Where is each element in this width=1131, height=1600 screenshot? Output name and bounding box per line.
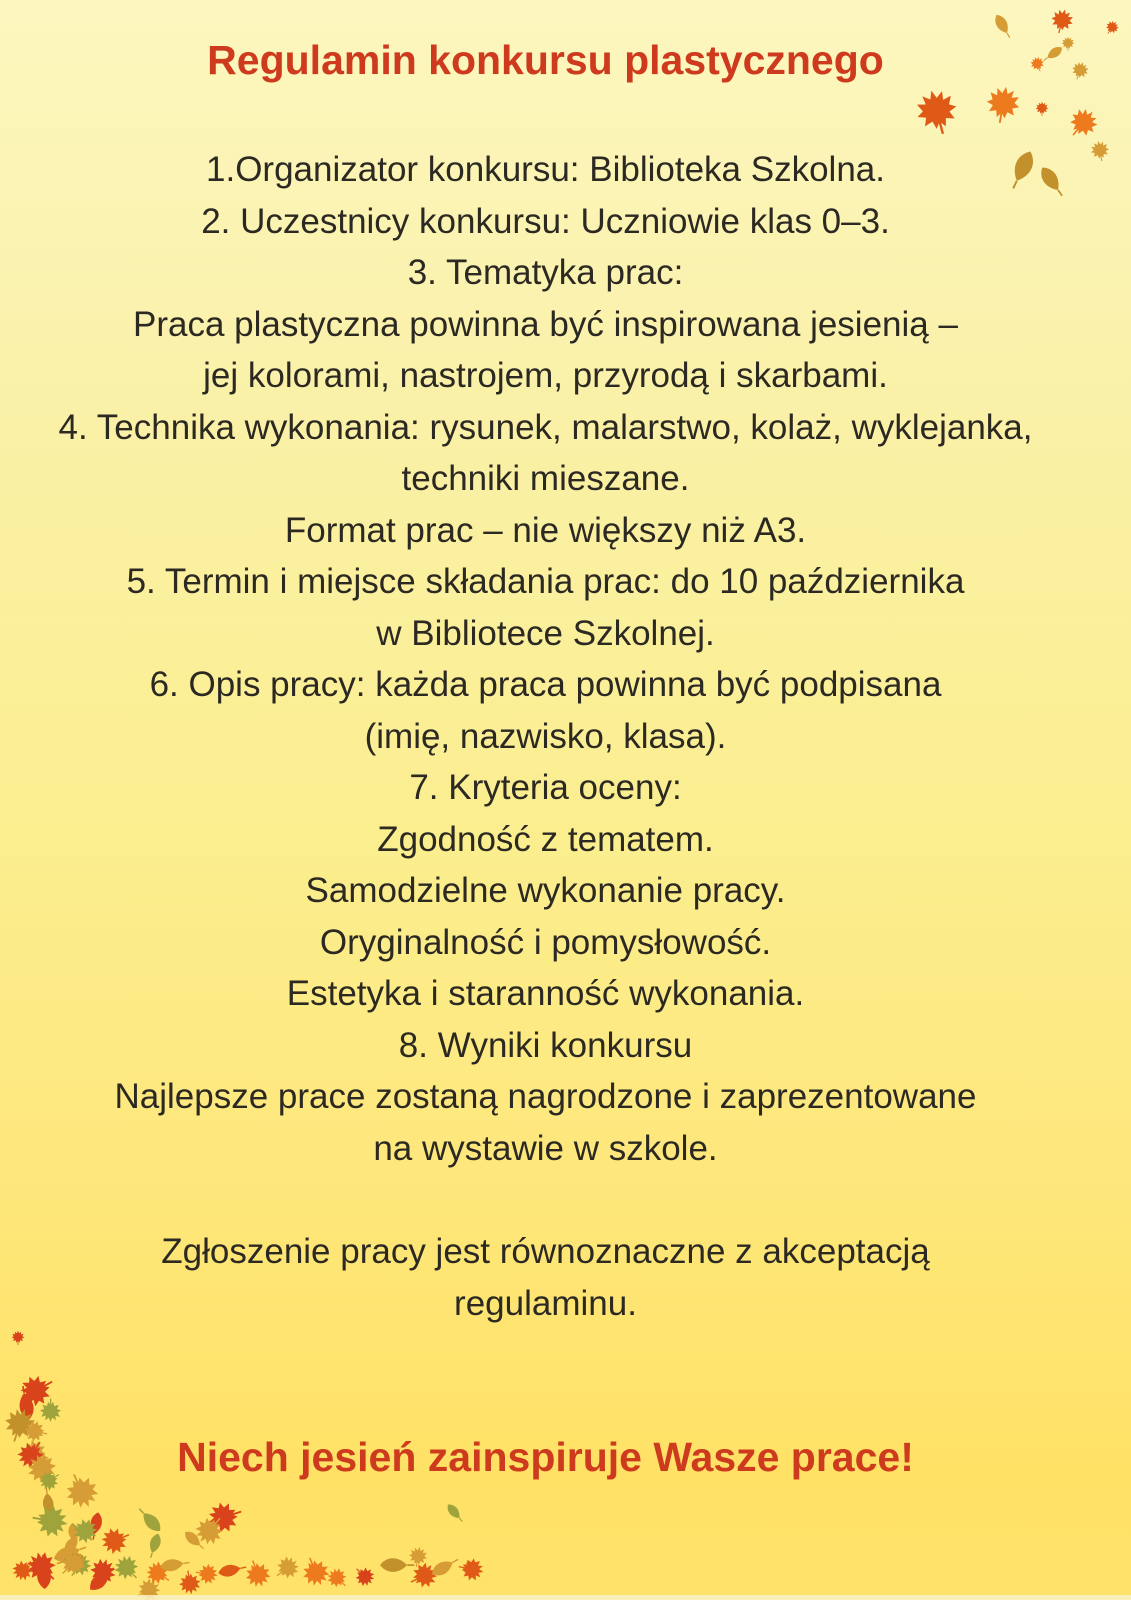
autumn-leaf-icon: [296, 1552, 335, 1592]
autumn-leaf-icon: [28, 1501, 71, 1542]
autumn-leaf-icon: [462, 1560, 478, 1577]
rule-line: jej kolorami, nastrojem, przyrodą i skarbami.: [203, 356, 888, 395]
rule-line: (imię, nazwisko, klasa).: [364, 716, 727, 756]
rule-line: Najlepsze prace zostaną nagrodzone i zaprezentowane: [114, 1077, 977, 1116]
autumn-leaf-icon: [176, 1523, 212, 1559]
closing-slogan: Niech jesień zainspiruje Wasze prace!: [177, 1434, 914, 1480]
autumn-leaf-icon: [34, 1486, 63, 1517]
autumn-leaf-icon: [424, 1547, 466, 1588]
autumn-leaf-icon: [1102, 17, 1122, 37]
autumn-leaf-icon: [439, 1497, 471, 1529]
rule-line: Format prac – nie większy niż A3.: [284, 510, 807, 550]
autumn-leaf-icon: [157, 1548, 192, 1581]
rule-line: w Bibliotece Szkolnej.: [376, 613, 715, 653]
autumn-leaf-icon: [62, 1522, 85, 1546]
rule-line: techniki mieszane.: [401, 459, 690, 498]
autumn-leaf-icon: [188, 1509, 232, 1553]
acceptance-note-line: Zgłoszenie pracy jest równoznaczne z akceptacją: [161, 1232, 930, 1271]
autumn-leaf-icon: [53, 1543, 89, 1577]
autumn-leaf-icon: [55, 1524, 91, 1561]
rule-line: 8. Wyniki konkursu: [398, 1025, 693, 1065]
autumn-leaf-icon: [349, 1561, 380, 1592]
autumn-leaf-icon: [7, 1554, 39, 1586]
page-title: Regulamin konkursu plastycznego: [207, 37, 884, 83]
rule-line: 7. Kryteria oceny:: [409, 768, 682, 807]
rules-list: [0, 144, 1091, 1174]
rule-line: 1.Organizator konkursu: Biblioteka Szkolna.: [206, 150, 885, 189]
autumn-leaf-icon: [203, 1496, 248, 1539]
autumn-leaf-icon: [79, 1556, 125, 1600]
autumn-leaf-icon: [456, 1554, 487, 1584]
autumn-leaf-icon: [18, 1544, 65, 1591]
autumn-leaf-icon: [193, 1562, 220, 1587]
rule-line: Oryginalność i pomysłowość.: [319, 922, 772, 962]
autumn-leaf-icon: [239, 1555, 275, 1592]
rule-line: Praca plastyczna powinna być inspirowana jesienią –: [133, 304, 958, 344]
rule-line: 6. Opis pracy: każda praca powinna być podpisana: [149, 665, 942, 704]
autumn-leaf-icon: [269, 1551, 305, 1586]
autumn-leaf-icon: [66, 1512, 104, 1549]
acceptance-note: [0, 1226, 1091, 1329]
autumn-leaf-icon: [176, 1568, 203, 1597]
autumn-leaf-icon: [81, 1552, 123, 1594]
autumn-leaf-icon: [60, 1549, 90, 1578]
autumn-leaf-icon: [322, 1563, 353, 1594]
autumn-leaf-icon: [139, 1528, 171, 1561]
autumn-leaf-icon: [379, 1548, 415, 1582]
rule-line: 4. Technika wykonania: rysunek, malarstwo, kolaż, wyklejanka,: [58, 407, 1033, 447]
acceptance-note-line: regulaminu.: [454, 1283, 637, 1323]
autumn-leaf-icon: [95, 1521, 135, 1560]
autumn-leaf-icon: [52, 1544, 92, 1584]
rule-line: Zgodność z tematem.: [377, 819, 714, 859]
autumn-leaf-icon: [214, 1553, 249, 1587]
autumn-leaf-icon: [406, 1544, 429, 1569]
rule-line: Samodzielne wykonanie pracy.: [305, 871, 786, 910]
rule-line: 5. Termin i miejsce składania prac: do 10 października: [126, 562, 965, 601]
autumn-leaf-icon: [404, 1557, 443, 1595]
autumn-leaf-icon: [62, 1547, 98, 1583]
autumn-leaf-icon: [1088, 138, 1111, 163]
rule-line: 3. Tematyka prac:: [407, 253, 684, 292]
rule-line: Estetyka i staranność wykonania.: [286, 974, 805, 1013]
autumn-leaf-icon: [79, 1509, 111, 1543]
autumn-leaf-icon: [140, 1555, 176, 1590]
autumn-leaf-icon: [47, 1531, 92, 1575]
rule-line: 2. Uczestnicy konkursu: Uczniowie klas 0–3.: [201, 201, 890, 241]
autumn-leaf-icon: [108, 1549, 147, 1588]
autumn-leaf-icon: [128, 1498, 172, 1542]
rule-line: na wystawie w szkole.: [373, 1128, 718, 1168]
bottom-edge-strip: [0, 1595, 1131, 1600]
autumn-leaf-icon: [26, 1553, 62, 1591]
